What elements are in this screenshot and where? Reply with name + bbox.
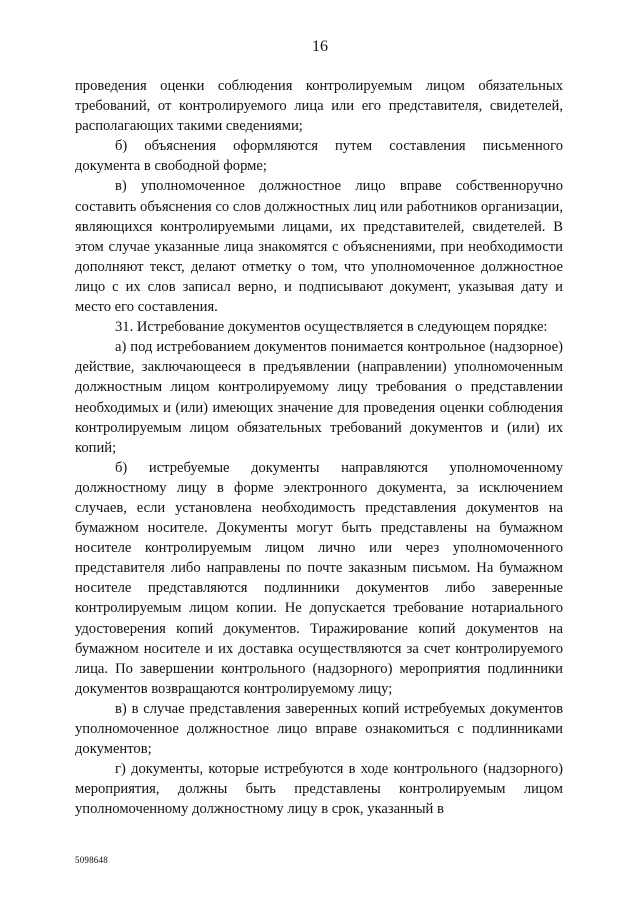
paragraph-1: проведения оценки соблюдения контролируемым лицом обязательных требований, от контролируемого лица или его представителя, свидетелей, располагающих такими сведениями; <box>75 78 563 135</box>
paragraph-2: б) объяснения оформляются путем составления письменного документа в свободной форме; <box>75 138 563 175</box>
document-code: 5098648 <box>75 855 108 865</box>
paragraph-3: в) уполномоченное должностное лицо вправе собственноручно составить объяснения со слов должностных лиц или работников организации, являющихся контролируемыми лицами, их представителей, свидетелей. В этом случае указанные лица знакомятся с объяснениями, при необходимости дополняют текст, делают отметку о том, что уполномоченное должностное лицо с их слов записал верно, и подписывают документ, указывая дату и место его составления. <box>75 178 563 316</box>
paragraph-8: г) документы, которые истребуются в ходе контрольного (надзорного) мероприятия, должны быть представлены контролируемым лицом уполномоченному должностному лицу в срок, указанный в <box>75 761 563 818</box>
paragraph-4: 31. Истребование документов осуществляется в следующем порядке: <box>115 319 548 336</box>
page-number: 16 <box>312 38 328 55</box>
document-body <box>75 76 563 819</box>
paragraph-6: б) истребуемые документы направляются уполномоченному должностному лицу в форме электронного документа, за исключением случаев, если установлена необходимость представления документов на бумажном носителе. Документы могут быть представлены на бумажном носителе контролируемым лицом лично или через уполномоченного представителя либо направлены по почте заказным письмом. На бумажном носителе представляются подлинники документов либо заверенные контролируемым лицом копии. Не допускается требование нотариального удостоверения копий документов. Тиражирование копий документов на бумажном носителе и их доставка осуществляются за счет контролируемого лица. По завершении контрольного (надзорного) мероприятия подлинники документов возвращаются контролируемому лицу; <box>75 459 563 697</box>
paragraph-7: в) в случае представления заверенных копий истребуемых документов уполномоченное должностное лицо вправе ознакомиться с подлинниками документов; <box>75 700 563 758</box>
paragraph-5: а) под истребованием документов понимается контрольное (надзорное) действие, заключающееся в предъявлении (направлении) уполномоченным должностным лицом контролируемому лицу требования о представлении необходимых и (или) имеющих значение для проведения оценки соблюдения контролируемым лицом обязательных требований документов и (или) их копий; <box>75 339 563 456</box>
